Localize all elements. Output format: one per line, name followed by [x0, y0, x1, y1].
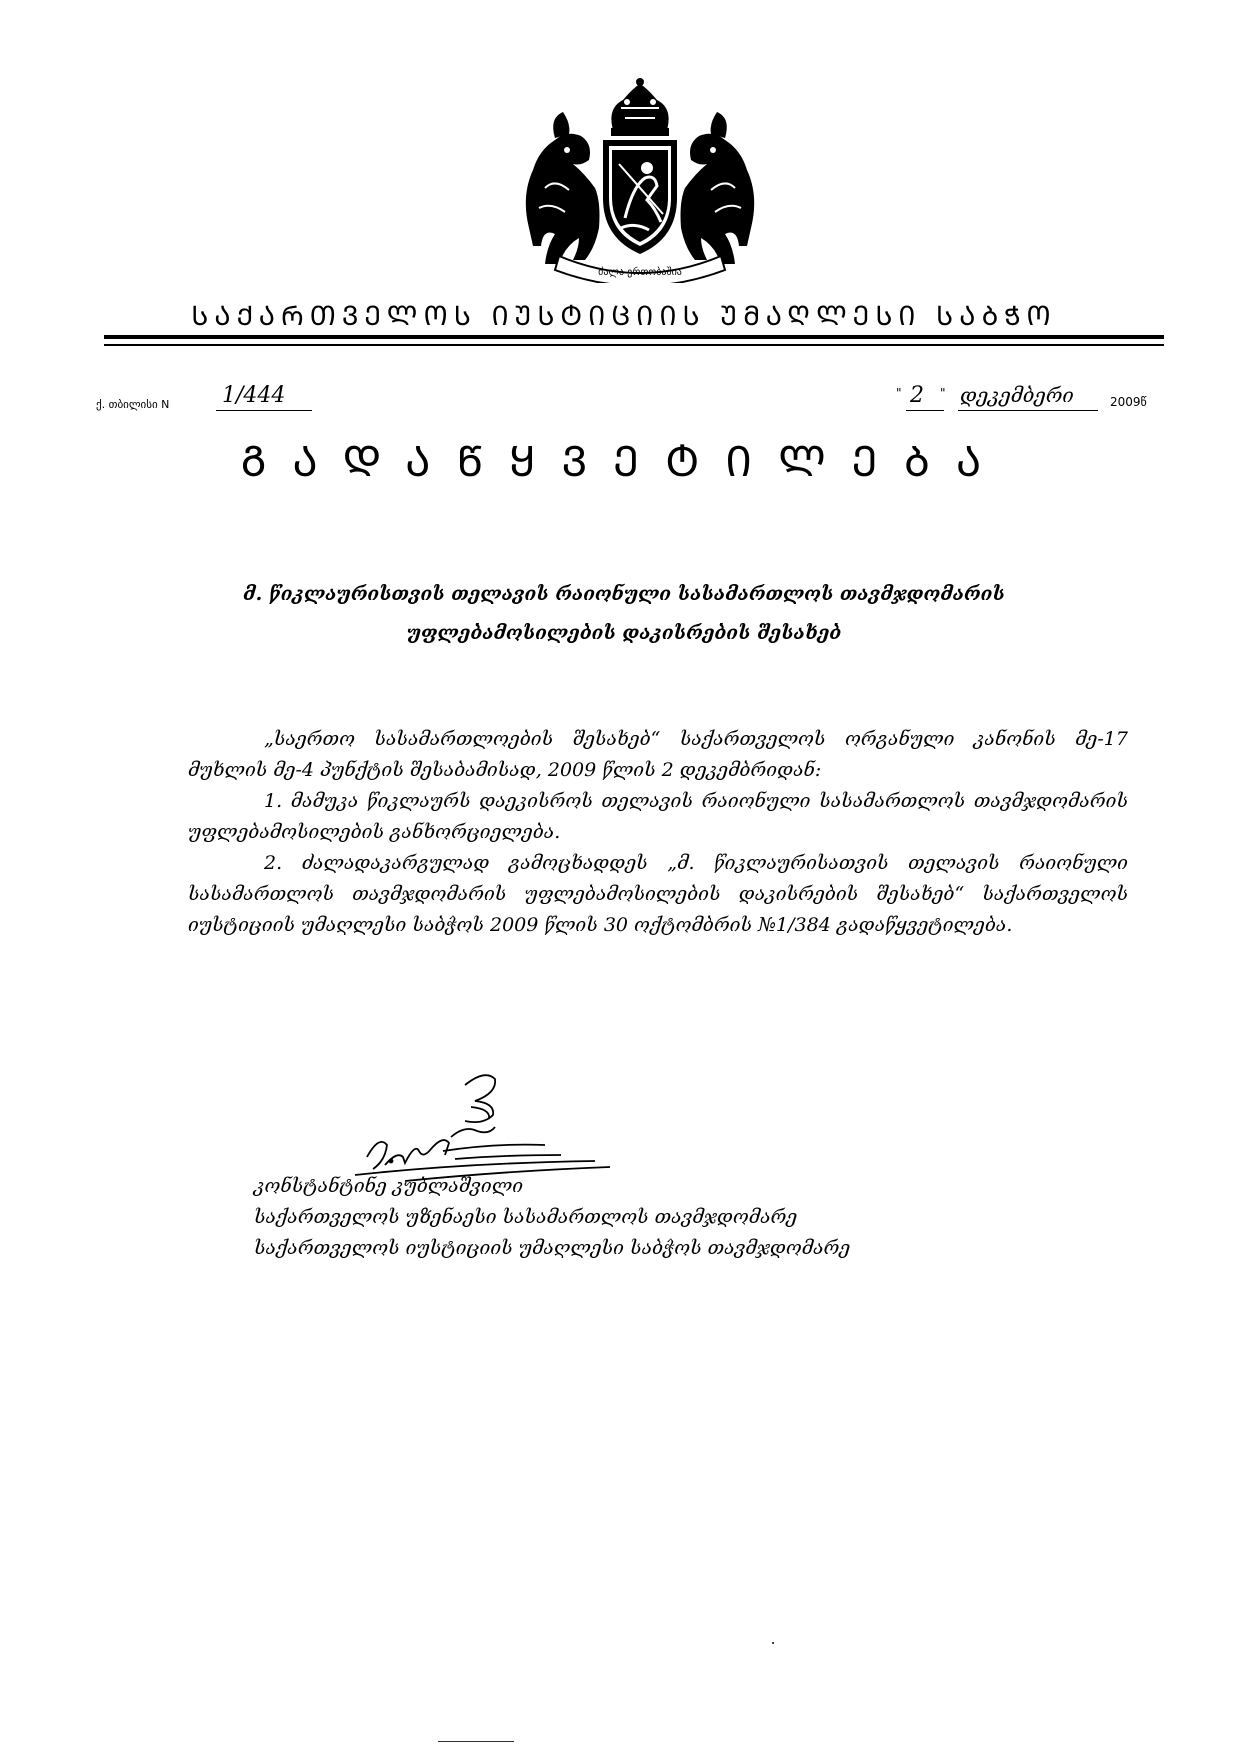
- institution-name: ᲡᲐᲥᲐᲠᲗᲕᲔᲚᲝᲡ ᲘᲣᲡᲢᲘᲪᲘᲘᲡ ᲣᲛᲐᲦᲚᲔᲡᲘ ᲡᲐᲑᲭᲝ: [191, 301, 1057, 332]
- document-subject: მ. წიკლაურისთვის თელავის რაიონული სასამართლოს თავმჯდომარის უფლებამოსილების დაკისრების შესახებ: [243, 583, 1005, 644]
- date-day-underline: [906, 410, 944, 411]
- motto-ribbon: [555, 256, 725, 283]
- date-month-underline: [958, 410, 1098, 411]
- intro-paragraph: „საერთო სასამართლოების შესახებ“ საქართველოს ორგანული კანონის მე-17 მუხლის მე-4 პუნქტის შესაბამისად, 2009 წლის 2 დეკემბრიდან:: [188, 728, 1128, 781]
- scan-mark-line: [438, 1741, 514, 1742]
- decision-item-1: 1. მამუკა წიკლაურს დაეკისროს თელავის რაიონული სასამართლოს თავმჯდომარის უფლებამოსილების განხორციელება.: [188, 790, 1128, 843]
- crown-icon: [611, 78, 669, 136]
- header-rule-thin: [104, 344, 1164, 346]
- decision-item-2: 2. ძალადაკარგულად გამოცხადდეს „მ. წიკლაურისათვის თელავის რაიონული სასამართლოს თავმჯდომარის უფლებამოსილების დაკისრების შესახებ“ საქართველოს იუსტიციის უმაღლესი საბჭოს 2009 წლის 30 ოქტომბრის №1/384 გადაწყვეტილება.: [188, 852, 1128, 936]
- document-title: ᲒᲐᲓᲐᲬᲧᲕᲔᲢᲘᲚᲔᲑᲐ: [240, 437, 1008, 486]
- date-year: 2009წ: [1110, 395, 1147, 409]
- signer-title-supreme-court: საქართველოს უზენაესი სასამართლოს თავმჯდომარე: [254, 1206, 798, 1228]
- emblem-motto: ძალა ერთობაშია: [598, 267, 682, 278]
- date-day: 2: [910, 383, 924, 408]
- signer-name: კონსტანტინე კუბლაშვილი: [254, 1175, 524, 1197]
- georgia-coat-of-arms-icon: [515, 78, 765, 283]
- date-quote-close: ": [940, 386, 946, 400]
- document-number-underline: [216, 410, 312, 411]
- date-month: დეკემბერი: [960, 383, 1074, 407]
- date-quote-open: ": [896, 386, 902, 400]
- shield-icon: [603, 140, 677, 254]
- document-number-value: 1/444: [222, 383, 286, 408]
- scan-mark-dot: [772, 1642, 774, 1644]
- signer-title-justice-council: საქართველოს იუსტიციის უმაღლესი საბჭოს თავმჯდომარე: [254, 1237, 851, 1259]
- header-rule-thick: [104, 335, 1164, 339]
- left-lion-icon: [526, 112, 600, 264]
- right-lion-icon: [681, 112, 755, 264]
- document-number-label: ქ. თბილისი N: [96, 398, 170, 411]
